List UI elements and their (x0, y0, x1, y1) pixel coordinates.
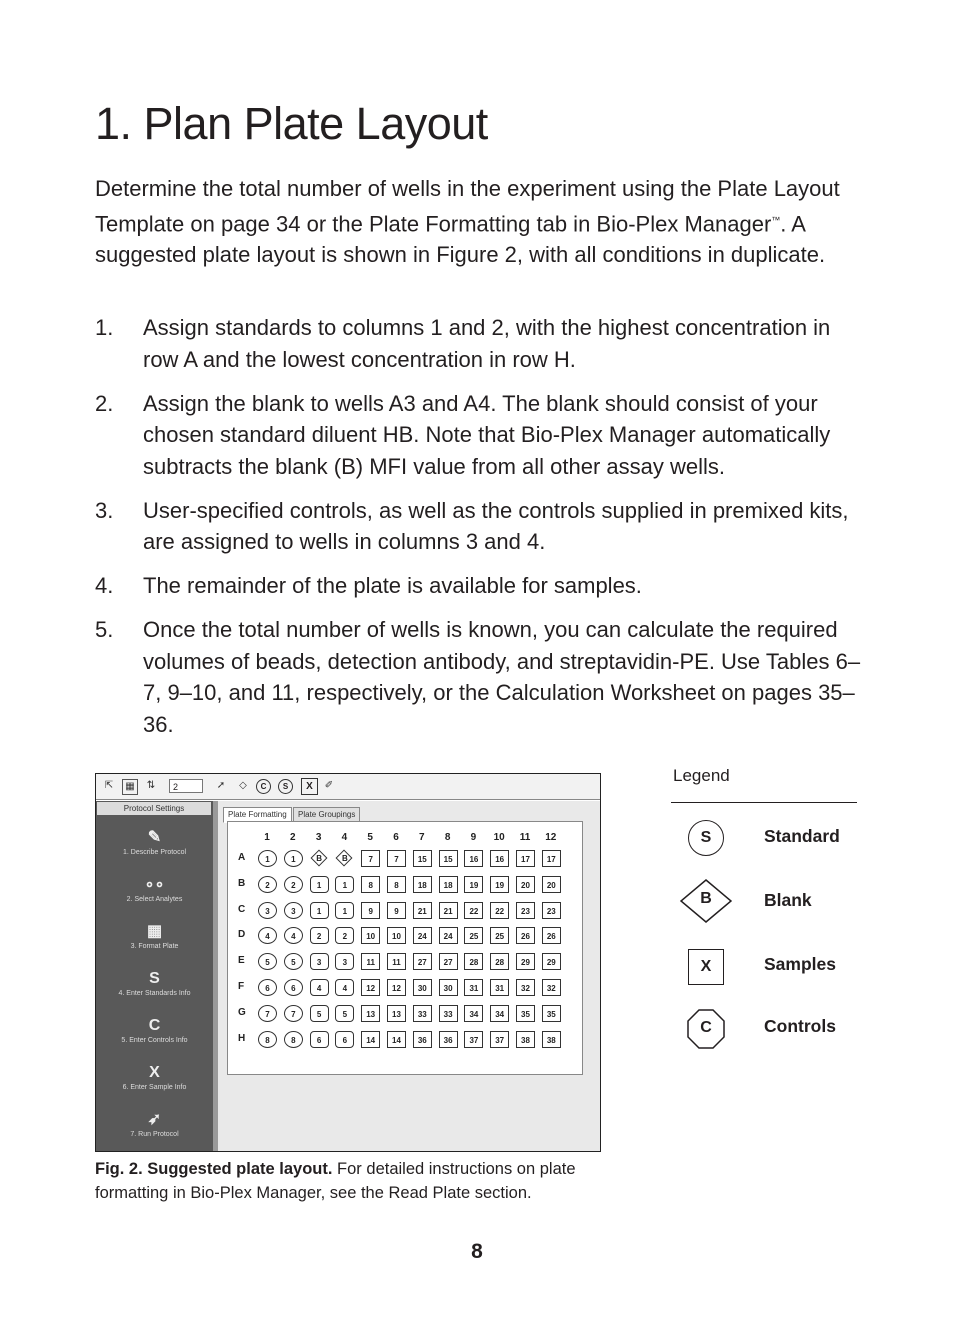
plate-well[interactable] (361, 902, 380, 919)
column-header[interactable]: 10 (493, 832, 505, 843)
plate-well[interactable] (258, 979, 277, 996)
plate-well[interactable] (439, 979, 458, 996)
plate-well[interactable] (284, 1005, 303, 1022)
plate-well[interactable] (413, 902, 432, 919)
plate-well[interactable] (310, 876, 329, 893)
well-label: 36 (417, 1035, 427, 1045)
well-label: 37 (495, 1035, 505, 1045)
row-header[interactable]: D (238, 929, 246, 941)
column-header[interactable]: 5 (367, 832, 373, 843)
sidebar-item-sample-info[interactable] (96, 1062, 213, 1102)
plate-well[interactable] (542, 850, 561, 867)
plate-well[interactable] (258, 953, 277, 970)
well-label: 29 (521, 958, 530, 968)
plate-well[interactable] (310, 1031, 329, 1048)
well-label: 30 (417, 984, 427, 993)
legend-controls-label: Controls (764, 1016, 836, 1036)
sidebar-item-label: 5. Enter Controls Info (121, 1037, 188, 1044)
plate-well[interactable] (542, 1031, 561, 1048)
well-label: 27 (443, 958, 453, 968)
sidebar-item-label: 3. Format Plate (130, 943, 179, 950)
plate-well[interactable] (516, 953, 535, 970)
plate-well[interactable] (439, 902, 458, 919)
well-label: 16 (495, 855, 505, 864)
plate-well[interactable] (490, 953, 509, 970)
plate-well[interactable] (387, 876, 406, 893)
well-label: 5 (342, 1009, 348, 1019)
step-item (95, 570, 865, 602)
sidebar-item-run-protocol[interactable] (96, 1109, 213, 1149)
well-label: 1 (316, 880, 322, 890)
legend-blank-label: Blank (764, 890, 812, 910)
well-label: 7 (291, 1009, 296, 1019)
control-tool-button[interactable]: C (256, 779, 271, 794)
well-label: 35 (521, 1009, 530, 1019)
column-header[interactable]: 4 (341, 832, 348, 843)
column-header[interactable]: 2 (290, 832, 296, 843)
sidebar-item-label: 4. Enter Standards Info (118, 990, 191, 997)
step-number: 2. (95, 390, 114, 416)
well-label: 31 (469, 984, 479, 993)
well-label: 3 (342, 958, 348, 968)
well-label: 11 (366, 958, 375, 968)
step-item (95, 614, 865, 740)
well-label: 4 (316, 984, 322, 993)
plate-grid (227, 821, 583, 1075)
well-label: 26 (521, 932, 530, 942)
well-label: 23 (546, 906, 556, 916)
plate-well[interactable] (542, 953, 561, 970)
well-label: 30 (443, 984, 453, 993)
well-label: 27 (417, 958, 427, 968)
plate-well[interactable] (516, 876, 535, 893)
column-header[interactable]: 11 (519, 832, 531, 843)
plate-well[interactable] (335, 927, 354, 944)
plate-well[interactable] (516, 1031, 535, 1048)
step-text: User-specified controls, as well as the controls supplied in premixed kits, are assigned to wells in columns 3 and 4. (143, 497, 849, 554)
step-item (95, 495, 865, 558)
plate-well[interactable] (490, 902, 509, 919)
well-label: 22 (495, 906, 505, 916)
plate-well[interactable] (310, 850, 329, 867)
well-label: 2 (291, 880, 296, 890)
row-header[interactable]: H (238, 1032, 246, 1044)
well-label: 19 (469, 880, 479, 890)
plate-layout-screenshot (95, 773, 601, 1152)
well-label: 34 (495, 1009, 505, 1019)
legend-blank-symbol (688, 882, 724, 918)
well-label: B (342, 854, 348, 863)
plate-well[interactable] (516, 902, 535, 919)
well-label: 6 (265, 984, 270, 993)
plate-well[interactable] (387, 953, 406, 970)
plate-well[interactable] (490, 850, 509, 867)
legend-symbol-letter: X (700, 958, 712, 975)
step-number: 5. (95, 617, 114, 642)
plate-well[interactable] (335, 902, 354, 919)
plate-well[interactable] (516, 979, 535, 996)
step-number: 1. (95, 315, 114, 340)
well-label: 17 (546, 855, 556, 864)
plate-well[interactable] (258, 927, 277, 944)
grid-tool-icon[interactable]: ▦ (122, 779, 138, 795)
plate-well[interactable] (490, 1031, 509, 1048)
plate-well[interactable] (284, 1031, 303, 1048)
well-label: 6 (291, 984, 296, 993)
plate-well[interactable] (542, 1005, 561, 1022)
sidebar-item-describe-protocol[interactable] (96, 827, 213, 867)
plate-well[interactable] (516, 927, 535, 944)
well-label: 7 (368, 855, 373, 864)
plate-well[interactable] (387, 902, 406, 919)
well-label: 2 (342, 932, 348, 942)
page-title: 1. Plan Plate Layout (95, 98, 488, 149)
plate-well[interactable] (490, 876, 509, 893)
plate-well[interactable] (464, 953, 483, 970)
well-label: 16 (469, 855, 479, 864)
plate-well[interactable] (258, 850, 277, 867)
pointer-icon[interactable]: ➚ (216, 780, 226, 791)
plate-well[interactable] (490, 979, 509, 996)
well-label: 14 (366, 1035, 376, 1045)
well-label: 23 (521, 906, 530, 916)
plate-well[interactable] (284, 927, 303, 944)
well-label: 1 (291, 855, 296, 864)
plate-well[interactable] (258, 1031, 277, 1048)
well-label: 12 (366, 984, 376, 993)
plate-well[interactable] (439, 927, 458, 944)
plate-well[interactable] (464, 1031, 483, 1048)
caption-title: Fig. 2. Suggested plate layout. (95, 1160, 333, 1178)
legend-symbol-letter: S (700, 829, 712, 846)
controls-info-icon: C (148, 1017, 161, 1034)
column-header[interactable]: 12 (545, 832, 557, 843)
format-plate-icon: ▦ (146, 923, 163, 940)
well-label: 32 (546, 984, 556, 993)
plate-well[interactable] (310, 1005, 329, 1022)
well-label: 11 (392, 958, 401, 968)
sample-tool-button[interactable]: X (301, 778, 318, 795)
plate-well[interactable] (413, 1031, 432, 1048)
well-label: 7 (265, 1009, 270, 1019)
well-label: 28 (469, 958, 479, 968)
legend-title: Legend (673, 766, 730, 785)
well-label: 5 (291, 958, 296, 968)
well-label: 20 (546, 880, 556, 890)
well-label: 15 (417, 855, 427, 864)
row-header[interactable]: A (238, 852, 246, 863)
well-label: 28 (495, 958, 505, 968)
column-header[interactable]: 8 (444, 832, 451, 843)
step-text: The remainder of the plate is available for samples. (143, 573, 642, 598)
plate-well[interactable] (361, 927, 380, 944)
legend-controls-symbol (688, 1011, 724, 1047)
page-number: 8 (471, 1240, 483, 1263)
plate-well[interactable] (284, 902, 303, 919)
step-number: 4. (95, 573, 114, 598)
well-label: 38 (521, 1035, 530, 1045)
plate-well[interactable] (542, 876, 561, 893)
blank-tool-icon[interactable]: ◇ (239, 780, 247, 791)
standards-info-icon: S (149, 970, 160, 987)
well-label: 4 (291, 932, 296, 942)
well-label: 29 (546, 958, 556, 968)
well-label: 33 (417, 1009, 427, 1019)
plate-well[interactable] (490, 1005, 509, 1022)
plate-well[interactable] (310, 902, 329, 919)
plate-well[interactable] (310, 979, 329, 996)
well-label: 37 (469, 1035, 479, 1045)
plate-well[interactable] (516, 850, 535, 867)
well-label: 1 (265, 855, 270, 864)
well-label: 25 (469, 932, 479, 942)
plate-well[interactable] (464, 1005, 483, 1022)
well-label: B (316, 854, 322, 863)
plate-well[interactable] (284, 979, 303, 996)
plate-well[interactable] (439, 850, 458, 867)
sidebar-item-label: 7. Run Protocol (130, 1131, 179, 1138)
plate-well[interactable] (464, 927, 483, 944)
row-header[interactable]: E (238, 955, 245, 967)
intro-text-2: . A suggested plate layout is shown in Figure 2, with all conditions in duplicate. (95, 210, 826, 268)
analysis-tool-icon[interactable]: ✐ (324, 780, 334, 791)
select-analytes-icon: ∘∘ (144, 876, 165, 893)
sort-tool-icon[interactable]: ⇅ (146, 780, 156, 791)
plate-well[interactable] (413, 850, 432, 867)
plate-well[interactable] (387, 927, 406, 944)
well-label: 12 (392, 984, 401, 993)
well-label: 2 (316, 932, 322, 942)
plate-well[interactable] (387, 979, 406, 996)
well-label: 18 (443, 880, 453, 890)
plate-well[interactable] (464, 850, 483, 867)
tab-plate-groupings[interactable]: Plate Groupings (293, 807, 360, 823)
plate-well[interactable] (335, 979, 354, 996)
well-label: 26 (546, 932, 556, 942)
well-label: 1 (342, 880, 348, 890)
legend-divider (671, 802, 857, 803)
well-label: 4 (342, 984, 348, 993)
well-label: 3 (316, 958, 322, 968)
well-label: 8 (265, 1035, 270, 1045)
well-label: 1 (316, 906, 322, 916)
well-label: 21 (443, 906, 453, 916)
plate-well[interactable] (387, 850, 406, 867)
well-label: 5 (316, 1009, 322, 1019)
sidebar-item-select-analytes[interactable] (96, 874, 213, 914)
plate-well[interactable] (310, 953, 329, 970)
plate-well[interactable] (464, 902, 483, 919)
column-header[interactable]: 7 (419, 832, 425, 843)
well-label: 6 (316, 1035, 322, 1045)
plate-well[interactable] (464, 979, 483, 996)
legend-standard-symbol (688, 820, 724, 856)
well-label: 8 (291, 1035, 296, 1045)
column-header[interactable]: 1 (264, 832, 270, 843)
well-label: 31 (495, 984, 505, 993)
column-header[interactable]: 9 (470, 832, 477, 843)
legend-symbol-letter: B (700, 890, 712, 907)
step-text: Assign standards to columns 1 and 2, with the highest concentration in row A and the lowest concentration in row H. (143, 315, 831, 372)
plate-well[interactable] (310, 927, 329, 944)
caption-text: For detailed instructions on plate formatting in Bio-Plex Manager, see the Read Plate section. (95, 1160, 576, 1202)
well-label: 36 (443, 1035, 453, 1045)
well-label: 21 (417, 906, 427, 916)
well-label: 17 (521, 855, 530, 864)
plate-well[interactable] (335, 850, 354, 867)
well-label: 3 (291, 906, 296, 916)
well-label: 32 (521, 984, 530, 993)
well-label: 24 (443, 932, 453, 942)
intro-paragraph (95, 173, 875, 271)
plate-well[interactable] (439, 953, 458, 970)
plate-well[interactable] (413, 927, 432, 944)
well-label: 1 (342, 906, 348, 916)
plate-well[interactable] (361, 850, 380, 867)
steps-list (95, 312, 865, 753)
sidebar-header: Protocol Settings (97, 802, 211, 815)
plate-well[interactable] (439, 1005, 458, 1022)
sidebar-item-label: 2. Select Analytes (126, 896, 183, 903)
well-label: 8 (368, 880, 373, 890)
step-text: Once the total number of wells is known, you can calculate the required volumes of beads, detection antibody, and streptavidin-PE. Use Tables 6–7, 9–10, and 11, respectively, or the Calculation Worksheet on pages 35–36. (143, 617, 861, 737)
plate-well[interactable] (387, 1005, 406, 1022)
plate-well[interactable] (413, 979, 432, 996)
run-protocol-icon: ➶ (147, 1111, 162, 1128)
well-label: 2 (265, 880, 270, 890)
sidebar-item-controls-info[interactable] (96, 1015, 213, 1055)
sample-info-icon: X (149, 1064, 160, 1081)
step-number: 3. (95, 497, 114, 523)
plate-well[interactable] (387, 1031, 406, 1048)
well-label: 38 (546, 1035, 556, 1045)
row-header[interactable]: G (238, 1006, 246, 1018)
step-text: Assign the blank to wells A3 and A4. The blank should consist of your chosen standard diluent HB. Note that Bio-Plex Manager automatically subtracts the blank (B) MFI value from all other assay wells. (143, 390, 831, 479)
well-label: 24 (417, 932, 427, 942)
well-label: 19 (495, 880, 505, 890)
plate-well[interactable] (439, 1031, 458, 1048)
sidebar-item-standards-info[interactable] (96, 968, 213, 1008)
plate-well[interactable] (258, 902, 277, 919)
sidebar-item-label: 6. Enter Sample Info (122, 1084, 187, 1091)
tab-plate-formatting[interactable]: Plate Formatting (223, 807, 292, 823)
well-label: 35 (546, 1009, 556, 1019)
plate-panel (218, 801, 600, 1151)
row-header[interactable]: C (238, 903, 246, 915)
plate-well[interactable] (542, 927, 561, 944)
column-header[interactable]: 3 (315, 832, 322, 843)
sidebar-item-format-plate[interactable] (96, 921, 213, 961)
plate-well[interactable] (284, 953, 303, 970)
plate-well[interactable] (542, 902, 561, 919)
plate-well[interactable] (335, 1005, 354, 1022)
well-label: 25 (495, 932, 505, 942)
trademark-symbol: ™ (771, 214, 781, 225)
plate-well[interactable] (361, 1031, 380, 1048)
legend-standard-label: Standard (764, 826, 840, 846)
well-label: 10 (366, 932, 376, 942)
plate-well[interactable] (361, 1005, 380, 1022)
replicate-select[interactable]: 2 (169, 779, 203, 793)
well-label: 22 (469, 906, 479, 916)
row-header[interactable]: B (238, 877, 246, 889)
protocol-sidebar (96, 801, 213, 1151)
well-label: 3 (265, 906, 270, 916)
sidebar-item-label: 1. Describe Protocol (122, 849, 187, 856)
well-label: 4 (265, 932, 270, 942)
figure-caption (95, 1158, 625, 1205)
well-label: 18 (417, 880, 427, 890)
step-item (95, 388, 865, 483)
plate-well[interactable] (490, 927, 509, 944)
plate-well[interactable] (258, 1005, 277, 1022)
well-label: 8 (394, 880, 399, 890)
well-label: 13 (392, 1009, 401, 1019)
well-label: 5 (265, 958, 270, 968)
plate-well[interactable] (361, 876, 380, 893)
plate-well[interactable] (413, 953, 432, 970)
plate-well[interactable] (335, 1031, 354, 1048)
well-label: 10 (392, 932, 401, 942)
well-label: 6 (342, 1035, 348, 1045)
well-label: 33 (443, 1009, 453, 1019)
legend-samples-label: Samples (764, 954, 836, 974)
plate-well[interactable] (516, 1005, 535, 1022)
standard-tool-button[interactable]: S (278, 779, 293, 794)
plate-well[interactable] (361, 979, 380, 996)
plate-well[interactable] (335, 953, 354, 970)
legend-samples-symbol (688, 949, 724, 985)
well-label: 9 (368, 906, 373, 916)
legend-symbol-letter: C (700, 1019, 712, 1036)
plate-well[interactable] (361, 953, 380, 970)
plate-well[interactable] (439, 876, 458, 893)
describe-protocol-icon: ✎ (147, 829, 162, 846)
well-label: 34 (469, 1009, 479, 1019)
well-label: 14 (392, 1035, 401, 1045)
step-item (95, 312, 865, 375)
plate-well[interactable] (464, 876, 483, 893)
well-label: 13 (366, 1009, 376, 1019)
plate-well[interactable] (413, 1005, 432, 1022)
well-label: 9 (394, 906, 399, 916)
toolbar (96, 774, 600, 800)
well-label: 15 (443, 855, 453, 864)
select-tool-icon[interactable]: ⇱ (104, 780, 114, 791)
well-label: 20 (521, 880, 530, 890)
plate-well[interactable] (258, 876, 277, 893)
plate-well[interactable] (335, 876, 354, 893)
well-label: 7 (394, 855, 399, 864)
plate-well[interactable] (542, 979, 561, 996)
plate-well[interactable] (284, 850, 303, 867)
intro-text-1: Determine the total number of wells in the experiment using the Plate Layout Template on page 34 or the Plate Formatting tab in Bio-Plex Manager (95, 176, 840, 236)
column-header[interactable]: 6 (393, 832, 399, 843)
row-header[interactable]: F (238, 981, 245, 992)
plate-well[interactable] (284, 876, 303, 893)
plate-well[interactable] (413, 876, 432, 893)
